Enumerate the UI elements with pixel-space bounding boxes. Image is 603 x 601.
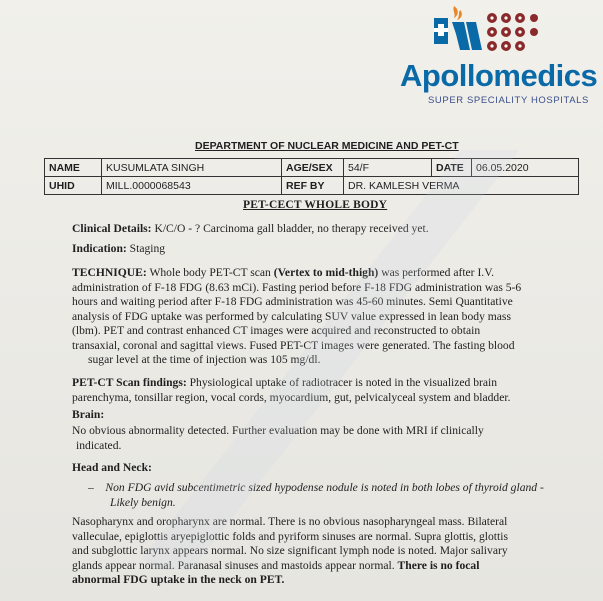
- findings-label: PET-CT Scan findings:: [72, 376, 187, 389]
- head-neck-section: [72, 515, 552, 588]
- clinical-details-text: K/C/O - ? Carcinoma gall bladder, no therapy received yet.: [154, 222, 429, 235]
- findings-line: parenchyma, tonsillar region, vocal cords, myocardium, gut, pelvicalyceal system and bladder.: [72, 390, 511, 404]
- age-sex-label: AGE/SEX: [282, 159, 344, 177]
- technique-line: administration of F-18 FDG (8.63 mCi). Fasting period before F-18 FDG administration was 5-6: [72, 280, 522, 294]
- head-neck-line: glands appear normal. Paranasal sinuses and mastoids appear normal.: [72, 558, 395, 572]
- head-neck-bold-line: abnormal FDG uptake in the neck on PET.: [72, 573, 285, 586]
- clinical-details-label: Clinical Details:: [72, 222, 152, 235]
- findings-section: [72, 376, 552, 405]
- technique-line: was performed after I.V.: [381, 266, 494, 279]
- patient-info-table: [44, 158, 579, 195]
- technique-line: transaxial, coronal and sagittal views. Fused PET-CT images were generated. The fasting blood: [72, 338, 515, 352]
- ref-by-doctor: DR. KAMLESH VERMA: [344, 177, 579, 195]
- bullet-line: Non FDG avid subcentimetric sized hypodense nodule is noted in both lobes of thyroid gland -: [105, 481, 544, 494]
- apollomedics-logo-icon: [430, 4, 540, 62]
- table-row: [45, 159, 579, 177]
- technique-line: (lbm). PET and contrast enhanced CT images were acquired and reconstructed to obtain: [72, 324, 481, 337]
- table-row: [45, 177, 579, 195]
- findings-line: Physiological uptake of radiotracer is noted in the visualized brain: [189, 376, 498, 389]
- technique-line: Whole body PET-CT scan: [149, 266, 271, 279]
- indication: [72, 242, 165, 257]
- technique-line: (Vertex to mid-thigh): [273, 266, 379, 279]
- patient-uhid: MILL.0000068543: [102, 177, 282, 195]
- brand-name: [400, 58, 597, 94]
- brain-line: indicated.: [76, 438, 122, 452]
- technique-line: sugar level at the time of injection was 105 mg/dl.: [88, 353, 321, 366]
- uhid-label: UHID: [45, 177, 102, 195]
- technique-line: hours and waiting period after F-18 FDG administration was 45-60 minutes. Semi Quantitative: [72, 295, 513, 308]
- date-label: DATE: [432, 159, 472, 177]
- clinical-details: [72, 222, 429, 237]
- ref-by-label: REF BY: [282, 177, 344, 195]
- head-neck-line: and subglottic larynx appears normal. No size significant lymph node is noted. Major salivary: [72, 544, 508, 557]
- head-neck-line: valleculae, epiglottis aryepiglottic folds and pyriform sinuses are normal. Supra glottis, glottis: [72, 529, 508, 543]
- brand-name-part2: medics: [493, 58, 598, 93]
- report-date: 06.05.2020: [472, 159, 579, 177]
- indication-label: Indication:: [72, 242, 127, 255]
- head-neck-label: Head and Neck:: [72, 461, 152, 474]
- bullet-marker: –: [88, 481, 94, 494]
- report-title: PET-CECT WHOLE BODY: [243, 199, 388, 211]
- patient-name: KUSUMLATA SINGH: [102, 159, 282, 177]
- brand-tagline: SUPER SPECIALITY HOSPITALS: [428, 95, 589, 106]
- indication-text: Staging: [129, 242, 166, 255]
- brand-name-part1: Apollo: [400, 58, 494, 93]
- technique-line: analysis of FDG uptake was performed by calculating SUV value expressed in lean body mass: [72, 309, 511, 323]
- head-neck-bullet: [88, 481, 558, 510]
- brain-section: [72, 424, 552, 453]
- technique-section: [72, 266, 552, 368]
- department-heading: DEPARTMENT OF NUCLEAR MEDICINE AND PET-CT: [195, 140, 459, 152]
- patient-age-sex: 54/F: [344, 159, 432, 177]
- bullet-line: Likely benign.: [110, 495, 176, 509]
- technique-label: TECHNIQUE:: [72, 266, 147, 279]
- head-neck-bold-line: There is no focal: [397, 558, 480, 572]
- brain-line: No obvious abnormality detected. Further evaluation may be done with MRI if clinically: [72, 424, 484, 437]
- brain-label: Brain:: [72, 408, 105, 421]
- head-neck-line: Nasopharynx and oropharynx are normal. There is no obvious nasopharyngeal mass. Bilateral: [72, 515, 508, 528]
- name-label: NAME: [45, 159, 102, 177]
